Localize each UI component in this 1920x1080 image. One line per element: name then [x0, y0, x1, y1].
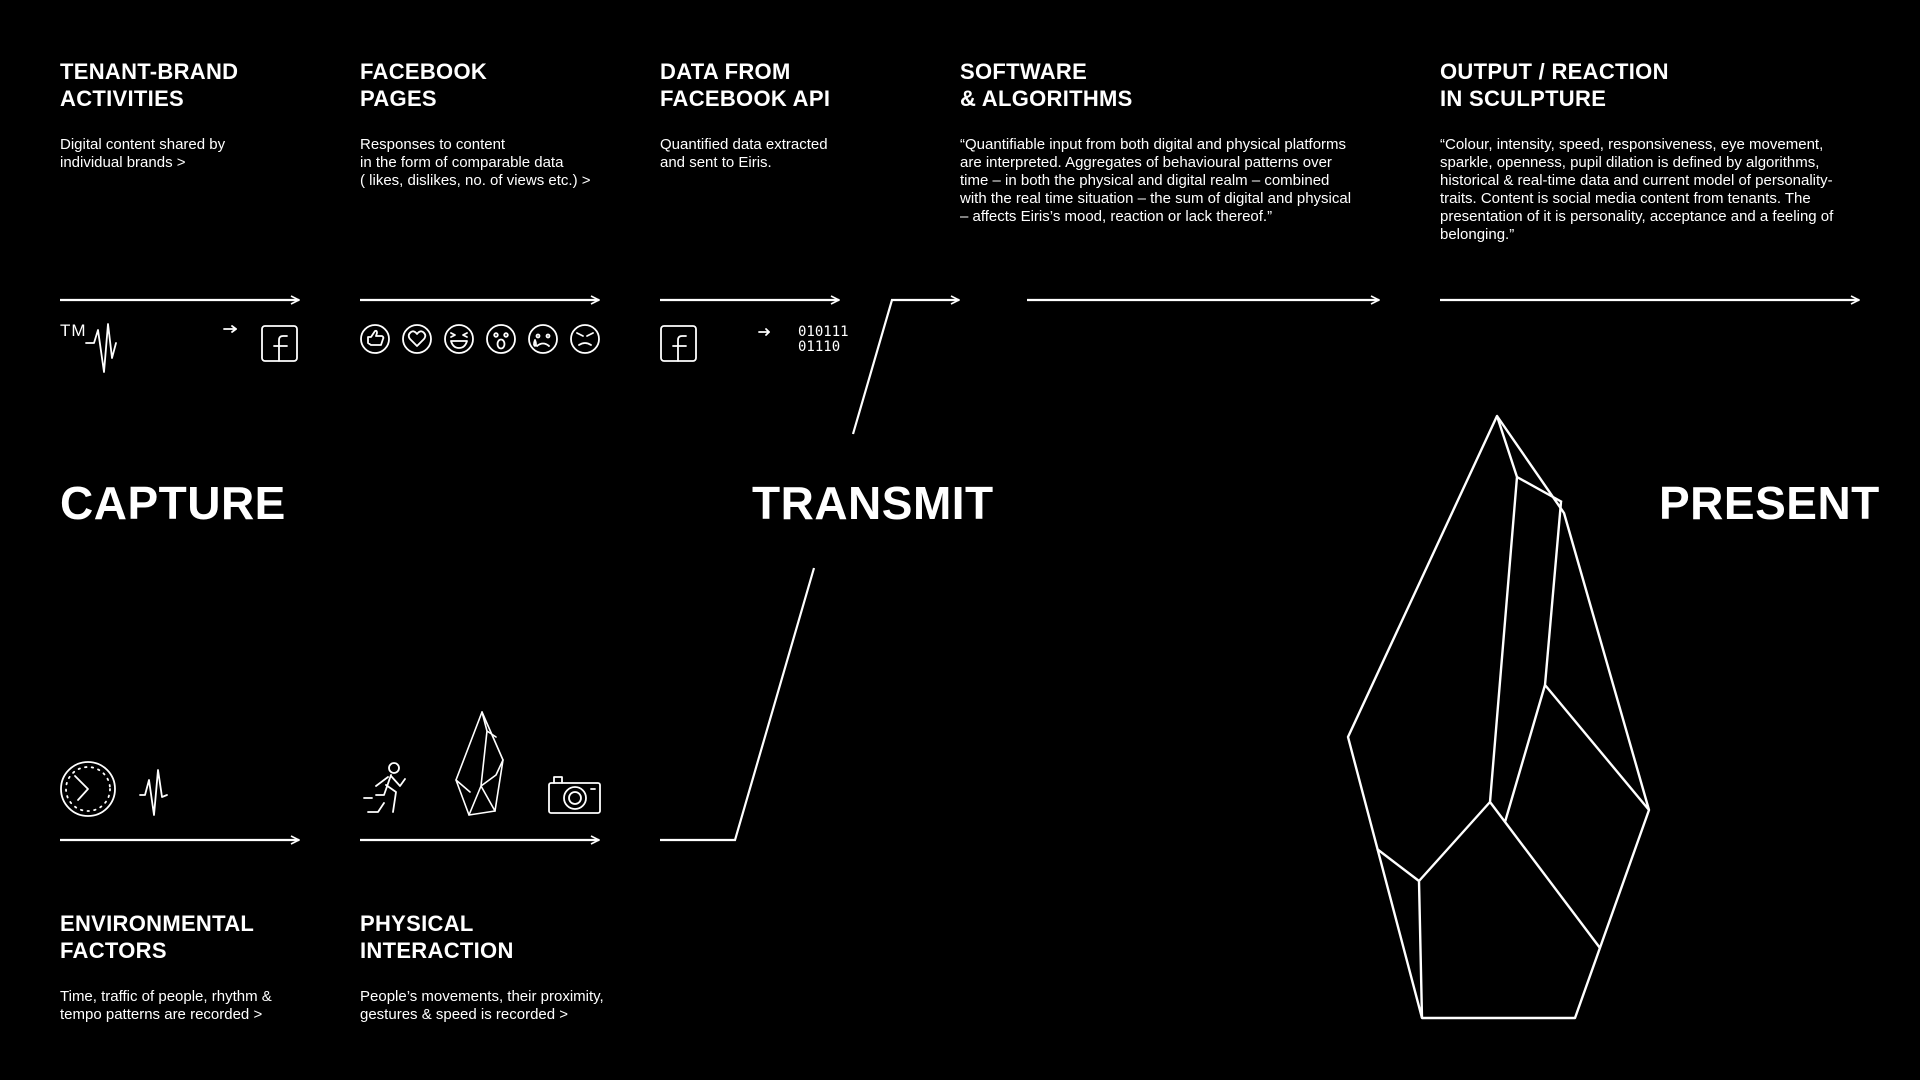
heading-facebook-pages: FACEBOOK PAGES	[360, 59, 488, 111]
facebook-icon	[262, 326, 297, 361]
stage-present: PRESENT	[1659, 477, 1880, 529]
trademark-icon: TM	[60, 321, 87, 340]
heading-output: OUTPUT / REACTION IN SCULPTURE	[1440, 59, 1669, 111]
stage-transmit: TRANSMIT	[752, 477, 994, 529]
desc-tenant-brand: Digital content shared by individual brands >	[60, 136, 226, 171]
desc-physical: People’s movements, their proximity, gestures & speed is recorded >	[360, 988, 604, 1023]
arrow-icon	[759, 329, 769, 335]
desc-software: “Quantifiable input from both digital and physical platforms are interpreted. Aggregates of behavioural patterns over time – in both the physical and digital realm – combined with the real time situation – the sum of digital and physical – affects Eiris’s mood, reaction or lack thereof.”	[960, 136, 1352, 225]
heading-physical: PHYSICAL INTERACTION	[360, 911, 514, 963]
desc-facebook-pages: Responses to content in the form of comparable data ( likes, dislikes, no. of views etc.) >	[360, 136, 591, 189]
like-icon	[361, 325, 389, 353]
sad-icon	[529, 325, 557, 353]
heading-software: SOFTWARE & ALGORITHMS	[960, 59, 1133, 111]
stage-capture: CAPTURE	[60, 477, 286, 529]
haha-icon	[445, 325, 473, 353]
wow-icon	[487, 325, 515, 353]
desc-environmental: Time, traffic of people, rhythm & tempo patterns are recorded >	[60, 988, 272, 1023]
arrow-icon	[224, 326, 236, 332]
angry-icon	[571, 325, 599, 353]
runner-icon	[364, 763, 405, 812]
heading-tenant-brand: TENANT-BRAND ACTIVITIES	[60, 59, 239, 111]
clock-icon	[61, 762, 115, 816]
arrow-transmit-top	[853, 300, 959, 434]
crystal-icon	[456, 712, 503, 815]
sculpture-icon	[1348, 416, 1649, 1018]
desc-output: “Colour, intensity, speed, responsiveness, eye movement, sparkle, openness, pupil dilation is defined by algorithms, historical & real-time data and current model of personality- traits. Content is social media content from tenants. The presentation of it is personality, acceptance and a feeling of belonging.”	[1440, 136, 1834, 243]
heading-facebook-api: DATA FROM FACEBOOK API	[660, 59, 831, 111]
heading-environmental: ENVIRONMENTAL FACTORS	[60, 911, 255, 963]
love-icon	[403, 325, 431, 353]
binary-icon: 010111 01110	[798, 324, 849, 355]
pulse-icon	[140, 770, 167, 815]
camera-icon	[549, 777, 600, 813]
facebook-icon	[661, 326, 696, 361]
pulse-icon	[86, 324, 116, 372]
arrow-transmit-bottom	[660, 568, 814, 840]
desc-facebook-api: Quantified data extracted and sent to Eiris.	[660, 136, 828, 171]
